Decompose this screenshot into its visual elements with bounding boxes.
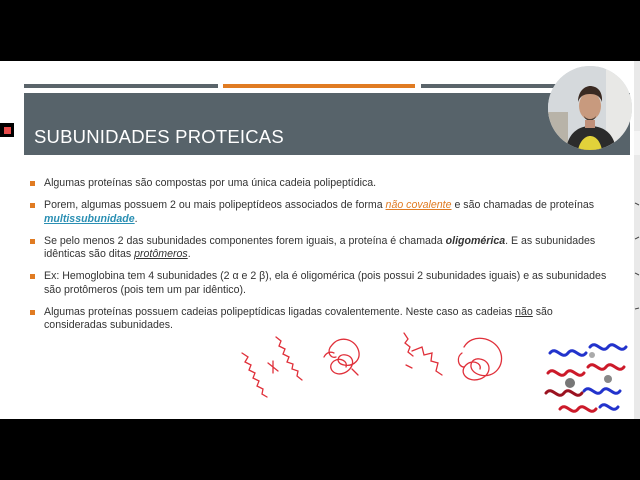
presenter-avatar-icon [548, 66, 632, 150]
bullet-text: Algumas proteínas possuem cadeias polipeptídicas ligadas covalentemente. Neste caso as cadeias [44, 305, 516, 318]
bullet-marker-icon [30, 203, 35, 208]
bullet-text: . [134, 212, 138, 225]
record-stop-icon[interactable] [0, 123, 14, 137]
term-nao-covalente: não covalente [385, 199, 452, 211]
bullet-marker-icon [30, 274, 35, 279]
decor-stripe-gray [24, 84, 218, 88]
handwritten-sketch-icon [236, 323, 516, 413]
bullet-text: . E as subunidades idênticas são ditas [44, 234, 596, 260]
bullet-text: . [187, 248, 191, 260]
bullet-text: são consideradas subunidades. [44, 305, 553, 331]
term-multissubunidade: multissubunidade [44, 212, 135, 225]
bullet-item [30, 199, 610, 226]
bullet-item [30, 235, 610, 262]
bullet-text: Ex: Hemoglobina tem 4 subunidades (2 α e 2 β), ela é oligomérica (pois possui 2 subunidades iguais) e as subunidades são protômeros (pois tem um par idêntico). [44, 270, 607, 296]
bullet-text: Porem, algumas possuem 2 ou mais polipeptídeos associados de forma [44, 199, 386, 211]
bullet-marker-icon [30, 310, 35, 315]
bullet-list [30, 177, 610, 341]
decor-stripe-gray [421, 84, 561, 88]
bullet-text: e são chamadas de proteínas [451, 199, 595, 211]
term-nao: não [515, 305, 533, 318]
bullet-text: Algumas proteínas são compostas por uma única cadeia polipeptídica. [44, 177, 377, 189]
slide-title: SUBUNIDADES PROTEICAS [34, 126, 284, 147]
video-letterbox-top [0, 0, 640, 61]
bullet-marker-icon [30, 181, 35, 186]
hemoglobin-structure-icon [540, 333, 636, 419]
term-oligomerica: oligomérica [445, 234, 506, 247]
record-dot [4, 127, 11, 134]
presentation-slide [0, 61, 640, 419]
presenter-webcam [548, 66, 632, 150]
video-letterbox-bottom [0, 419, 640, 480]
bullet-text: Se pelo menos 2 das subunidades componentes forem iguais, a proteína é chamada [44, 234, 446, 247]
bullet-item [30, 270, 610, 297]
decor-stripe-orange [223, 84, 415, 88]
term-protomeros: protômeros [134, 248, 188, 260]
bullet-item [30, 177, 610, 191]
bullet-marker-icon [30, 239, 35, 244]
title-bar [24, 93, 630, 155]
